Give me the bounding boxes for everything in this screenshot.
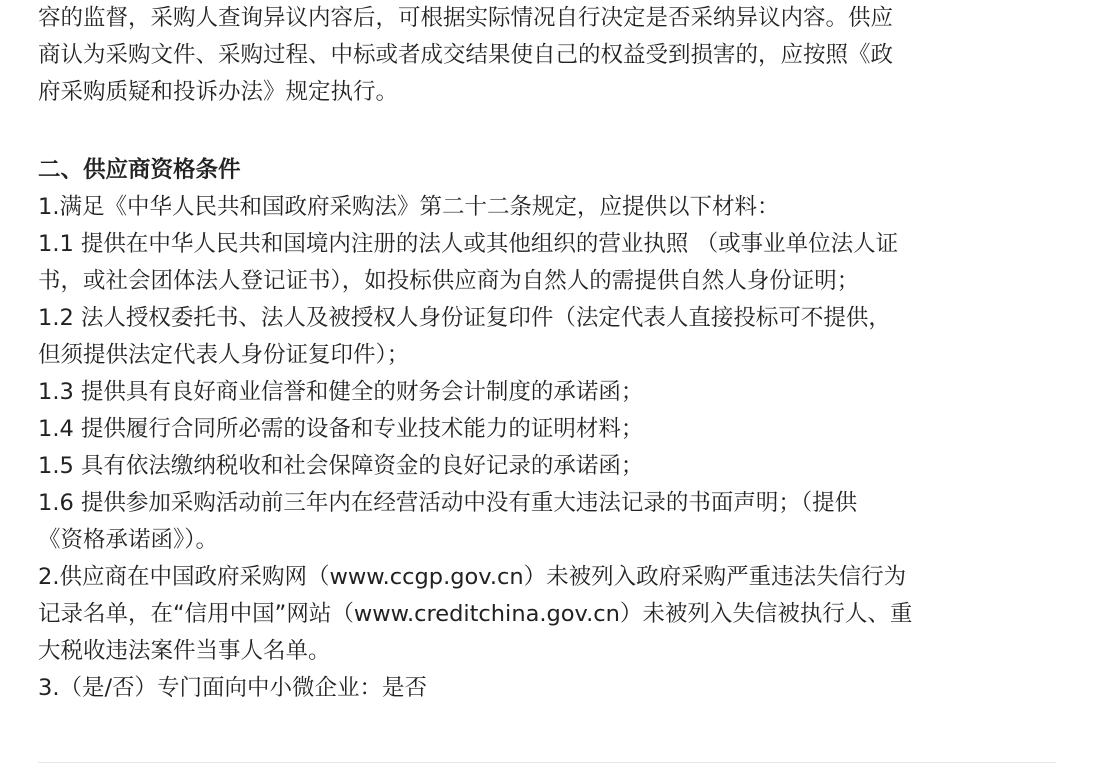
requirement-line: 《资格承诺函》）。	[38, 527, 219, 553]
requirement-line: 书，或社会团体法人登记证书），如投标供应商为自然人的需提供自然人身份证明；	[38, 268, 860, 294]
requirement-line: 1.5 具有依法缴纳税收和社会保障资金的良好记录的承诺函；	[38, 453, 644, 479]
requirement-line: 1.1 提供在中华人民共和国境内注册的法人或其他组织的营业执照 （或事业单位法人证	[38, 231, 899, 257]
paragraph-line: 商认为采购文件、采购过程、中标或者成交结果使自己的权益受到损害的，应按照《政	[38, 42, 894, 68]
requirement-line: 大税收违法案件当事人名单。	[38, 638, 331, 664]
requirement-line: 1.满足《中华人民共和国政府采购法》第二十二条规定，应提供以下材料：	[38, 194, 780, 220]
requirement-line: 但须提供法定代表人身份证复印件）；	[38, 342, 410, 368]
requirement-line: 1.3 提供具有良好商业信誉和健全的财务会计制度的承诺函；	[38, 379, 644, 405]
requirement-line: 1.4 提供履行合同所必需的设备和专业技术能力的证明材料；	[38, 416, 644, 442]
bottom-divider	[38, 762, 1056, 763]
requirement-line: 3.（是/否）专门面向中小微企业：是否	[38, 675, 428, 701]
intro-paragraph	[38, 0, 1068, 111]
section-heading: 二、供应商资格条件	[38, 157, 241, 183]
paragraph-line: 府采购质疑和投诉办法》规定执行。	[38, 79, 399, 105]
announcement-body	[38, 0, 1068, 707]
paragraph-line: 容的监督，采购人查询异议内容后，可根据实际情况自行决定是否采纳异议内容。供应	[38, 5, 894, 31]
requirement-line: 1.2 法人授权委托书、法人及被授权人身份证复印件（法定代表人直接投标可不提供，	[38, 305, 891, 331]
requirement-line: 2.供应商在中国政府采购网（www.ccgp.gov.cn）未被列入政府采购严重违法失信行为	[38, 564, 907, 590]
paragraph-gap	[38, 111, 1068, 152]
requirement-line: 记录名单，在“信用中国”网站（www.creditchina.gov.cn）未被列入失信被执行人、重	[38, 601, 913, 627]
requirement-line: 1.6 提供参加采购活动前三年内在经营活动中没有重大违法记录的书面声明；（提供	[38, 490, 858, 516]
qualification-section	[38, 152, 1068, 707]
